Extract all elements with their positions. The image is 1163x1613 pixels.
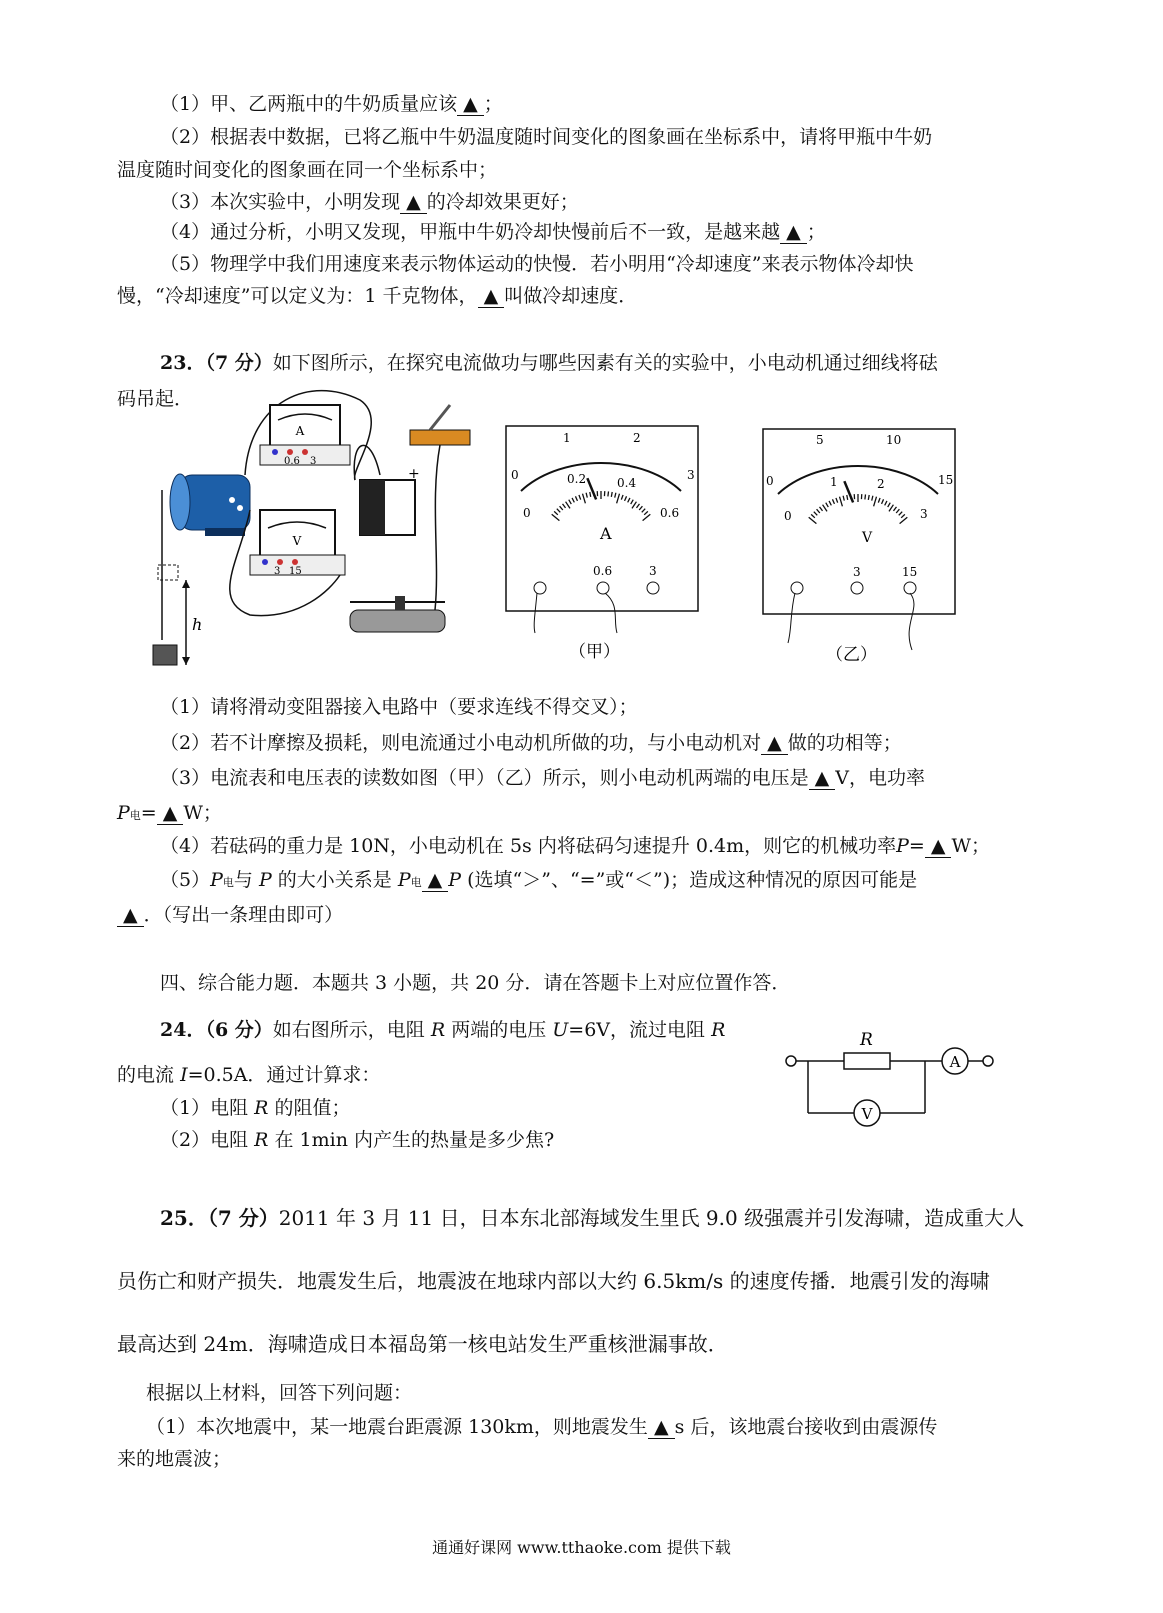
q22-text: （1）甲、乙两瓶中的牛奶质量应该 bbox=[160, 93, 458, 115]
small-voltmeter bbox=[250, 510, 345, 577]
meter-tick bbox=[608, 491, 609, 496]
answer-blank: ▲ bbox=[780, 221, 807, 244]
meter-yi bbox=[762, 428, 957, 668]
meter-yi-top-label: 5 bbox=[816, 433, 824, 447]
q22-text: 的冷却效果更好； bbox=[426, 191, 579, 213]
answer-blank: ▲ bbox=[457, 93, 484, 116]
q22-text: 叫做冷却速度． bbox=[504, 285, 638, 307]
meter-yi-unit: V bbox=[862, 530, 873, 546]
symbol-P: P bbox=[210, 869, 223, 891]
rheostat bbox=[350, 596, 445, 632]
meter-jia-unit: A bbox=[600, 524, 612, 543]
small-voltmeter-terminal: 15 bbox=[289, 566, 302, 577]
q25-part-1 bbox=[146, 1414, 937, 1440]
circuit-diagram bbox=[780, 1025, 1000, 1135]
q22-line-3: 温度随时间变化的图象画在同一个坐标系中； bbox=[117, 159, 498, 181]
q25-text: （1）本次地震中，某一地震台距震源 130km，则地震发生 bbox=[146, 1416, 648, 1438]
answer-blank: ▲ bbox=[761, 732, 788, 755]
meter-jia-bottom-label: 0.6 bbox=[660, 506, 680, 520]
answer-blank: ▲ bbox=[478, 285, 505, 308]
meter-yi-top-label: 0 bbox=[766, 474, 774, 488]
height-label: h bbox=[192, 615, 203, 634]
motor bbox=[170, 474, 250, 536]
answer-blank: ▲ bbox=[422, 869, 449, 892]
q25-line-4: 根据以上材料，回答下列问题： bbox=[146, 1382, 413, 1404]
symbol-U: U bbox=[552, 1019, 569, 1041]
small-ammeter-terminal: 0.6 bbox=[284, 456, 300, 467]
q22-line-6: （5）物理学中我们用速度来表示物体运动的快慢．若小明用“冷却速度”来表示物体冷却快 bbox=[160, 253, 914, 275]
q23-text: V，电功率 bbox=[835, 767, 925, 789]
q22-text: 慢，“冷却速度”可以定义为：1 千克物体， bbox=[117, 285, 478, 307]
q23-part-3 bbox=[160, 765, 925, 791]
q23-line-2: 码吊起． bbox=[117, 388, 194, 410]
meter-yi-caption: （乙） bbox=[826, 645, 877, 665]
symbol-P: P bbox=[397, 869, 411, 891]
meter-tick bbox=[590, 492, 591, 497]
symbol-P: P bbox=[448, 869, 462, 891]
meter-yi-bottom-label: 3 bbox=[920, 507, 928, 521]
meter-jia-top-label: 1 bbox=[563, 431, 571, 445]
q23-text: W； bbox=[951, 835, 990, 857]
small-voltmeter-face: V bbox=[292, 534, 302, 548]
q23-text: W； bbox=[183, 802, 222, 824]
q25-line-2: 员伤亡和财产损失．地震发生后，地震波在地球内部以大约 6.5km/s 的速度传播．地震引发的海啸 bbox=[117, 1269, 990, 1293]
q23-part-3-cont bbox=[117, 800, 222, 829]
symbol-R: R bbox=[254, 1097, 269, 1119]
q23-text: （2）若不计摩擦及损耗，则电流通过小电动机所做的功，与小电动机对 bbox=[160, 732, 762, 754]
voltmeter-label: V bbox=[861, 1105, 873, 1123]
meter-jia-bottom-label: 0 bbox=[523, 506, 531, 520]
q23-text: = bbox=[908, 835, 925, 857]
symbol-R: R bbox=[254, 1129, 269, 1151]
q23-part-5-cont bbox=[117, 902, 343, 928]
question-number: 25．（7 分） bbox=[160, 1206, 279, 1230]
small-ammeter-face: A bbox=[295, 424, 305, 438]
q24-text: 在 1min 内产生的热量是多少焦? bbox=[274, 1129, 555, 1151]
q23-text: （4）若砝码的重力是 10N，小电动机在 5s 内将砝码匀速提升 0.4m，则它的机械功率 bbox=[160, 835, 897, 857]
q23-text: 如下图所示，在探究电流做功与哪些因素有关的实验中，小电动机通过细线将砝 bbox=[272, 352, 938, 374]
small-ammeter-terminal: 3 bbox=[310, 456, 317, 467]
symbol-P: P bbox=[258, 869, 272, 891]
q23-part-2 bbox=[160, 730, 902, 756]
q22-line-2: （2）根据表中数据，已将乙瓶中牛奶温度随时间变化的图象画在坐标系中，请将甲瓶中牛奶 bbox=[160, 126, 933, 148]
answer-blank: ▲ bbox=[400, 191, 427, 214]
section-heading: 四、综合能力题．本题共 3 小题，共 20 分．请在答题卡上对应位置作答． bbox=[160, 972, 791, 994]
symbol-P: P bbox=[117, 802, 130, 824]
page-footer: 通通好课网 www.tthaoke.com 提供下载 bbox=[432, 1538, 731, 1557]
q22-line-4 bbox=[160, 189, 579, 215]
meter-yi-bottom-label: 0 bbox=[784, 509, 792, 523]
answer-blank: ▲ bbox=[809, 767, 836, 790]
question-number: 23．（7 分） bbox=[160, 352, 273, 374]
meter-jia-terminal: 0.6 bbox=[593, 564, 613, 578]
q23-part-4 bbox=[160, 833, 990, 859]
answer-blank: ▲ bbox=[648, 1416, 675, 1439]
meter-jia-terminal: 3 bbox=[649, 564, 657, 578]
q23-text: 的大小关系是 bbox=[277, 869, 392, 891]
answer-blank: ▲ bbox=[157, 802, 184, 825]
battery-plus-sign: + bbox=[408, 466, 420, 482]
meter-jia-top-label: 3 bbox=[687, 468, 695, 482]
meter-jia-bottom-label: 0.2 bbox=[567, 472, 587, 486]
q24-part-2 bbox=[160, 1127, 554, 1153]
q22-text: ； bbox=[806, 221, 826, 243]
q23-line-1 bbox=[160, 350, 938, 376]
subscript: 电 bbox=[222, 876, 234, 889]
meter-jia-top-label: 0 bbox=[511, 468, 519, 482]
q24-line-2 bbox=[117, 1062, 380, 1088]
meter-tick bbox=[847, 495, 848, 500]
q24-text: =6V，流过电阻 bbox=[568, 1019, 706, 1041]
q22-text: （4）通过分析，小明又发现，甲瓶中牛奶冷却快慢前后不一致，是越来越 bbox=[160, 221, 781, 243]
meter-yi-top-label: 15 bbox=[938, 473, 954, 487]
q25-part-1-cont: 来的地震波； bbox=[117, 1448, 232, 1470]
meter-tick bbox=[865, 494, 866, 499]
meter-jia-top-label: 2 bbox=[633, 431, 641, 445]
q23-text: = bbox=[140, 802, 157, 824]
q23-text: ．（写出一条理由即可） bbox=[143, 904, 344, 926]
q24-part-1 bbox=[160, 1095, 351, 1121]
q22-text: （3）本次实验中，小明发现 bbox=[160, 191, 401, 213]
meter-yi-terminal: 15 bbox=[902, 565, 918, 579]
symbol-R: R bbox=[430, 1019, 446, 1041]
meter-yi-top-label: 10 bbox=[886, 433, 902, 447]
q23-text: （3）电流表和电压表的读数如图（甲）（乙）所示，则小电动机两端的电压是 bbox=[160, 767, 809, 789]
q23-text: (选填“＞”、“=”或“＜”)；造成这种情况的原因可能是 bbox=[467, 869, 918, 891]
q24-text: 的电流 bbox=[117, 1064, 175, 1086]
ammeter-label: A bbox=[949, 1053, 961, 1071]
q24-text: （1）电阻 bbox=[160, 1097, 249, 1119]
resistor bbox=[844, 1053, 890, 1069]
symbol-I: I bbox=[180, 1064, 188, 1086]
q24-text: 的阻值； bbox=[274, 1097, 351, 1119]
battery bbox=[360, 466, 420, 535]
q24-text: =0.5A．通过计算求： bbox=[187, 1064, 381, 1086]
meter-tick bbox=[868, 495, 869, 500]
q23-text: 做的功相等； bbox=[787, 732, 902, 754]
answer-blank: ▲ bbox=[117, 904, 144, 927]
meter-jia bbox=[505, 425, 700, 665]
subscript: 电 bbox=[410, 876, 422, 889]
meter-yi-bottom-label: 2 bbox=[877, 477, 885, 491]
q22-line-1 bbox=[160, 91, 503, 117]
q24-line-1 bbox=[160, 1017, 725, 1043]
small-voltmeter-terminal: 3 bbox=[274, 566, 281, 577]
q24-text: （2）电阻 bbox=[160, 1129, 249, 1151]
answer-blank: ▲ bbox=[925, 835, 952, 858]
apparatus-figure bbox=[150, 380, 480, 670]
q24-text: 两端的电压 bbox=[451, 1019, 547, 1041]
q23-text: 与 bbox=[233, 869, 253, 891]
meter-yi-terminal: 3 bbox=[853, 565, 861, 579]
meter-jia-caption: （甲） bbox=[569, 642, 620, 662]
meter-tick bbox=[611, 492, 612, 497]
q25-text: s 后，该地震台接收到由震源传 bbox=[674, 1416, 938, 1438]
q25-line-3: 最高达到 24m．海啸造成日本福岛第一核电站发生严重核泄漏事故． bbox=[117, 1332, 728, 1356]
question-number: 24．（6 分） bbox=[160, 1019, 273, 1041]
q23-part-5 bbox=[160, 867, 917, 896]
q22-line-7 bbox=[117, 283, 637, 309]
subscript: 电 bbox=[129, 809, 141, 822]
q22-text: ； bbox=[483, 93, 503, 115]
q23-part-1: （1）请将滑动变阻器接入电路中（要求连线不得交叉）； bbox=[160, 696, 638, 718]
resistor-label: R bbox=[860, 1030, 873, 1050]
q24-text: 如右图所示，电阻 bbox=[272, 1019, 425, 1041]
meter-yi-bottom-label: 1 bbox=[830, 475, 838, 489]
q22-line-5 bbox=[160, 219, 826, 245]
q25-text: 2011 年 3 月 11 日，日本东北部海域发生里氏 9.0 级强震并引发海啸，造成重大人 bbox=[278, 1206, 1025, 1230]
small-ammeter bbox=[260, 405, 350, 467]
symbol-P: P bbox=[896, 835, 909, 857]
q25-line-1 bbox=[160, 1205, 1024, 1231]
symbol-R: R bbox=[711, 1019, 726, 1041]
meter-jia-bottom-label: 0.4 bbox=[617, 476, 637, 490]
switch bbox=[410, 405, 470, 445]
q23-text: （5） bbox=[160, 869, 211, 891]
